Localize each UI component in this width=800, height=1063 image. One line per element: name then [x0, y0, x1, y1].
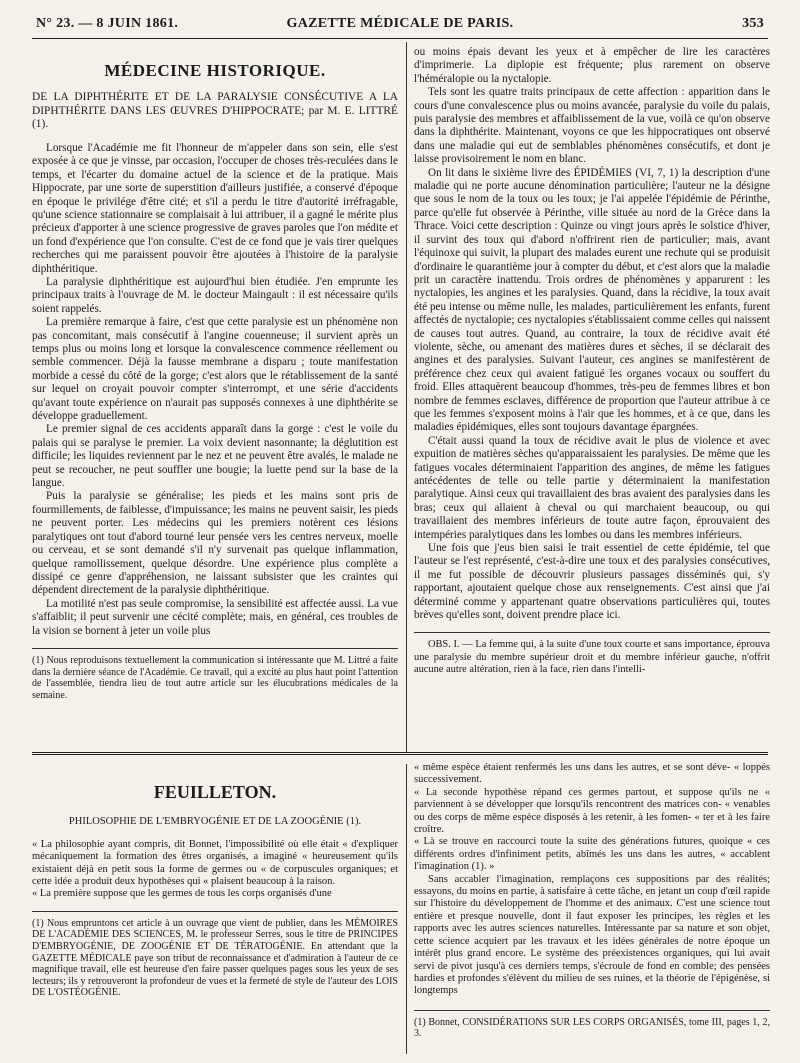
- section-title: MÉDECINE HISTORIQUE.: [104, 61, 326, 80]
- feuilleton-column-divider: [406, 764, 407, 1054]
- footnote: (1) Bonnet, CONSIDÉRATIONS SUR LES CORPS ORGANISÉS, tome III, pages 1, 2, 3.: [414, 1016, 770, 1040]
- footnote: (1) Nous empruntons cet article à un ouvrage que vient de publier, dans les MÉMOIRES DE L'ACADÉMIE DES SCIENCES, M. le professeur Serres, sous le titre de PRINCIPES D'EMBRYOGÉNIE, DE ZOOGÉNIE ET DE TÉRATOGÉNIE. En attendant que la GAZETTE MÉDICALE paye son tribut de reconnaissance et d'admiration à l'auteur de ce magnifique travail, elle est heureuse d'en faire passer quelques pages sous les yeux de ses lecteurs; ils y retrouveront la profondeur de vues et la fermeté de style de l'auteur des LOIS DE L'OSTÉOGÉNIE.: [32, 917, 398, 999]
- feuilleton-left-column: [32, 762, 398, 999]
- footnote-rule: [32, 648, 398, 649]
- paragraph: La paralysie diphthéritique est aujourd'hui bien étudiée. J'en emprunte les principaux traits à l'ouvrage de M. le docteur Maingault : il est nécessaire qu'ils soient rappelés.: [32, 275, 398, 315]
- paragraph: Une fois que j'eus bien saisi le trait essentiel de cette épidémie, tel que l'auteur se l'est représenté, c'est-à-dire une toux et des paralysies consécutives, il me fut possible de découvrir plusieurs passages disséminés qui, s'y rapportant, ajoutaient quelque chose aux renseignements. C'est ainsi que j'ai déterminé comme y appartenant quatre observations particulières qui, toutes brèves qu'elles sont, doivent prendre place ici.: [414, 542, 770, 622]
- page-header: [36, 12, 764, 34]
- issue-date: N° 23. — 8 JUIN 1861.: [36, 16, 179, 31]
- paragraph: « même espèce étaient renfermés les uns dans les autres, et se sont déve- « loppés successivement.: [414, 762, 770, 786]
- paragraph: La première remarque à faire, c'est que cette paralysie est un phénomène non pas concomitant, mais consécutif à l'angine couenneuse; il survient après un temps plus ou moins long et lorsque la convalescence commence réellement ou semble commencer. Déjà la fausse membrane a disparu ; toute manifestation morbide a cessé du côté de la gorge; c'est alors que le rétablissement de la santé sur lequel on croyait pouvoir compter s'interrompt, et une série d'accidents qu'avant toute expérience on n'aurait pas supposés connexes à une diphthérite se développe graduellement.: [32, 316, 398, 423]
- feuilleton-right-column: [414, 762, 770, 1040]
- feuilleton-divider: [32, 752, 768, 755]
- paragraph: Le premier signal de ces accidents apparaît dans la gorge : c'est le voile du palais qui se paralyse le premier. La voix devient nasonnante; la déglutition est difficile; les liquides reviennent par le nez et ne peuvent être avalés, le malade ne peut se recoucher, ne peut souffler une bougie; la luette pend sur la base de la langue.: [32, 423, 398, 490]
- observation: OBS. I. — La femme qui, à la suite d'une toux courte et sans importance, éprouva une paralysie du membre supérieur droit et du membre inférieur gauche, n'offrit aucune autre altération, rien à la face, rien dans l'intelli-: [414, 639, 770, 676]
- journal-title: GAZETTE MÉDICALE DE PARIS.: [286, 16, 514, 31]
- paragraph: On lit dans le sixième livre des ÉPIDÉMIES (VI, 7, 1) la description d'une maladie qui ne porte aucune dénomination particulière; l'auteur ne la désigne que sous le nom de la toux ou les toux; je l'ai appelée l'épidémie de Périnthe, parce qu'elle fut observée à Périnthe, ville située au nord de la Grèce dans la Thrace. Voici cette description : Quinze ou vingt jours après le solstice d'hiver, il survint des toux qui d'abord n'offrirent rien de particulier; mais, avant l'équinoxe qui suivit, la plupart des malades eurent une rechute qui se produisit d'ordinaire le quarantième jour à compter du début, et c'est alors que la maladie prit un caractère inattendu. Trois ordres de phénomènes y apparurent : les nyctalopies, les angines et les paralysies. Quand, dans la récidive, la toux avait été peu intense ou même nulle, les malades, particulièrement les enfants, furent affectés de nyctalopie; ces nyctalopies s'établissaient comme celles qui naissent de causes tout autres. Quand, au contraire, la toux de récidive avait été violente, sèche, ou amenant des matières dures et sèches, il se déclarait des angines et des paralysies. Suivant l'auteur, ces angines se manifestèrent de préférence chez ceux qui avaient fatigué les organes vocaux ou souffert du froid. Elles attaquèrent beaucoup d'hommes, très-peu de femmes libres et bon nombre de femmes esclaves, différence de proportion que l'auteur attribue à ce que les femmes s'exposent moins à l'air que les hommes, et à ce que, dans les maladies épidémiques, elles sont toujours davantage épargnées.: [414, 166, 770, 434]
- page-number: 353: [742, 16, 764, 31]
- paragraph: Sans accabler l'imagination, remplaçons ces suppositions par des réalités; essayons, du moins en partie, à satisfaire à cette tâche, en jetant un coup d'œil rapide sur l'histoire du développement de l'homme et des animaux. C'est une science tout entière et presque nouvelle, dont il faut exposer les principes, les règles et les rapports avec les autres sciences naturelles. Intéressante par sa nature et son objet, cette science acquiert par les travaux et les idées générales de notre époque un intérêt plus grand encore. Le système des préexistences organiques, qui lui avait servi de pivot jusqu'à ces derniers temps, s'écroule de fond en comble; des pensées hardies et profondes s'élèvent du milieu de ses ruines, et la théorie de l'épigénèse, si longtemps: [414, 873, 770, 997]
- header-rule: [32, 38, 768, 39]
- column-divider: [406, 42, 407, 752]
- paragraph: « La philosophie ayant compris, dit Bonnet, l'impossibilité où elle était « d'expliquer mécaniquement la formation des êtres organisés, a imaginé « heureusement qu'ils existaient déjà en petit sous la forme de germes ou « de corpuscules organiques; et cette idée a produit deux hypothèses qui « plaisent beaucoup à la raison.: [32, 838, 398, 888]
- paragraph: C'était aussi quand la toux de récidive avait le plus de violence et avec expuition de matières sèches qu'apparaissaient les paralysies. De même que les fatigues vocales déterminaient l'apparition des angines, de même les fatigues antécédentes de telle ou telle partie y déterminaient la manifestation paralytique. Ainsi ceux qui travaillaient des bras avaient des paralysies dans les bras; ceux qui allaient à cheval ou qui marchaient beaucoup, ou qui travaillaient des membres inférieurs de toute autre façon, éprouvaient des intempéries paralytiques dans les lombes ou dans les membres inférieurs.: [414, 434, 770, 541]
- footnote-rule: [414, 1010, 770, 1011]
- paragraph: « La première suppose que les germes de tous les corps organisés d'une: [32, 888, 332, 900]
- paragraph: Lorsque l'Académie me fit l'honneur de m'appeler dans son sein, elle s'est exposée à ce que je vinsse, par occasion, l'occuper de choses très-reculées dans le temps, et l'écarter du domaine actuel de la science et de la pratique. Mais Hippocrate, par une sorte de superstition d'ailleurs justifiée, a conservé d'époque en époque le privilége d'être cité; et s'il a perdu le titre d'autorité irréfragable, qu'une science stationnaire se complaisait à lui attribuer, il a gagné le mérite plus précieux d'apporter à une science progressive de graves paroles que l'on médite et un fond d'expérience que l'on consulte. C'est de ce fond que je vais tirer quelques recherches qui me paraissent pouvoir être ajoutées à l'histoire de la paralysie diphthéritique.: [32, 141, 398, 275]
- paragraph: ou moins épais devant les yeux et à empêcher de lire les caractères d'imprimerie. La diplopie est fréquente; plus rarement on observe l'héméralopie ou la nyctalopie.: [414, 46, 770, 85]
- article-title: DE LA DIPHTHÉRITE ET DE LA PARALYSIE CONSÉCUTIVE A LA DIPHTHÉRITE DANS LES ŒUVRES D'HIPPOCRATE; par M. E. LITTRÉ (1).: [32, 91, 398, 131]
- footnote-rule: [32, 911, 398, 912]
- paragraph: « Là se trouve en raccourci toute la suite des générations futures, quoique « ces différents ordres d'infiniment petits, abîmés les uns dans les autres, « accablent l'imagination (1). »: [414, 836, 770, 873]
- obs-rule: [414, 632, 770, 633]
- paragraph: La motilité n'est pas seule compromise, la sensibilité est affectée aussi. La vue s'affaiblit; il peut survenir une cécité complète; mais, en général, ces troubles de la vision se bornent à jeter un voile plus: [32, 597, 398, 637]
- paragraph: Puis la paralysie se généralise; les pieds et les mains sont pris de fourmillements, de faiblesse, d'impuissance; les mains ne peuvent saisir, les pieds ne peuvent porter. Les médecins qui les premiers notèrent ces lésions paralytiques ont tout d'abord tourné leur pensée vers les centres nerveux, moelle ou cerveau, et se sont demandé s'il n'y survenait pas quelque inflammation, quelque ramollissement, quelque désordre. Une expérience plus complète a dissipé ce genre d'appréhension, ne laissant subsister que les craintes qui dépendent directement de la paralysie diphthéritique.: [32, 490, 398, 597]
- footnote: (1) Nous reproduisons textuellement la communication si intéressante que M. Littré a faite dans la dernière séance de l'Académie. Ce travail, qui a excité au plus haut point l'attention de l'assemblée, tiendra lieu de tout autre article sur les élucubrations médicales de la semaine.: [32, 654, 398, 701]
- feuilleton-subtitle: PHILOSOPHIE DE L'EMBRYOGÉNIE ET DE LA ZOOGÉNIE (1).: [68, 816, 362, 828]
- paragraph: « La seconde hypothèse répand ces germes partout, et suppose qu'ils ne « parviennent à se développer que lorsqu'ils rencontrent des matrices con- « venables ou des corps de même espèce disposés à les retenir, à les fomen- « ter et à les faire croître.: [414, 786, 770, 836]
- paragraph: Tels sont les quatre traits principaux de cette affection : apparition dans le cours d'une convalescence plus ou moins avancée, paralysie du voile du palais, puis paralysie des membres et affaiblissement de la vue, voilà ce qu'on observe dans la diphthérite. Maintenant, voyons ce que les hippocratiques ont observé dans une maladie qui eut de semblables phénomènes consécutifs, et dont je laisse provisoirement le nom en blanc.: [414, 86, 770, 166]
- right-column: [414, 46, 770, 677]
- feuilleton-title: FEUILLETON.: [153, 782, 277, 802]
- left-column: [32, 46, 398, 701]
